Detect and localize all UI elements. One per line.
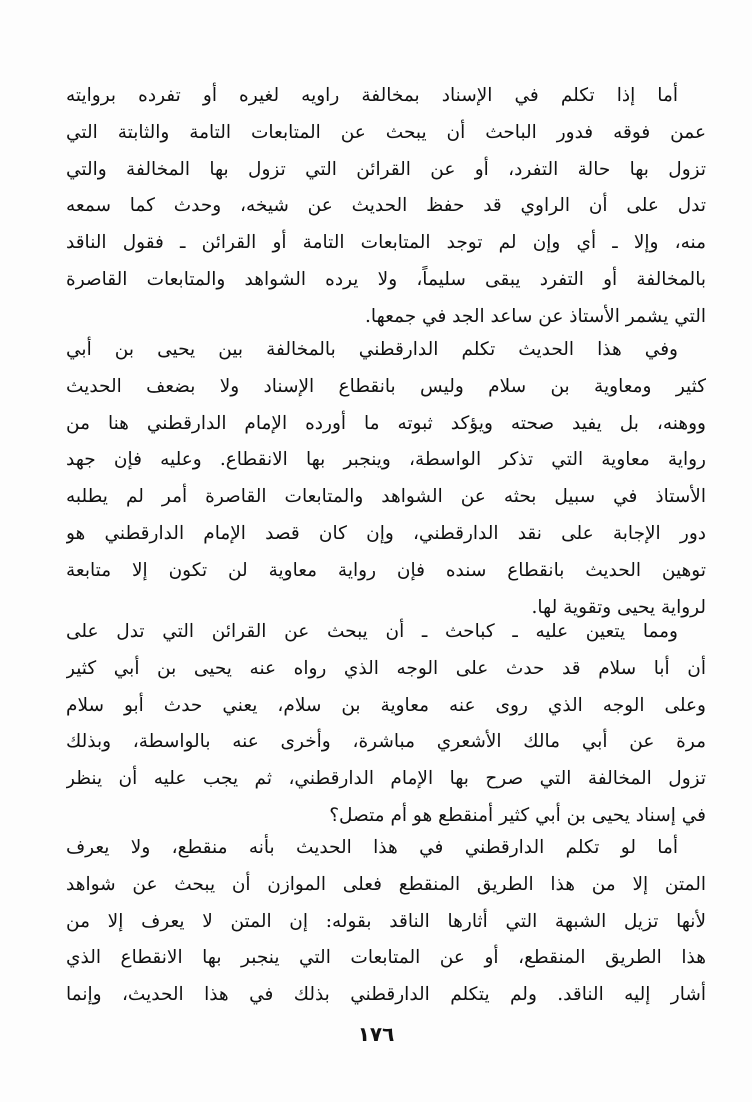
text-line: لرواية يحيى وتقوية لها. [531,596,706,618]
text-line: تدل على أن الراوي قد حفظ الحديث عن شيخه، وحدث كما سمعه [66,195,706,217]
text-line: أما إذا تكلم في الإسناد بمخالفة راويه لغيره أو تفرده بروايته [66,85,678,106]
text-line: عمن فوقه فدور الباحث أن يبحث عن المتابعات التامة والثابتة التي [66,121,706,143]
page-number: ١٧٦ [357,1022,395,1046]
text-line: أما لو تكلم الدارقطني في هذا الحديث بأنه منقطع، ولا يعرف [66,837,678,858]
paragraph-1 [66,78,706,336]
text-line: منه، وإلا ـ أي وإن لم توجد المتابعات التامة أو القرائن ـ فقول الناقد [66,232,706,254]
text-line: التي يشمر الأستاذ عن ساعد الجد في جمعها. [365,305,706,327]
text-line: ومما يتعين عليه ـ كباحث ـ أن يبحث عن القرائن التي تدل على [66,621,678,642]
text-line: أن أبا سلام قد حدث على الوجه الذي رواه عنه يحيى بن أبي كثير [66,657,706,679]
text-line: توهين الحديث بانقطاع سنده فإن رواية معاوية لن تكون إلا متابعة [66,559,706,581]
text-line: الأستاذ في سبيل بحثه عن الشواهد والمتابعات القاصرة أمر لم يطلبه [66,486,706,508]
paragraph-4 [66,830,706,1014]
text-line: كثير ومعاوية بن سلام وليس بانقطاع الإسناد ولا بضعف الحديث [66,375,706,397]
text-line: تزول بها حالة التفرد، أو عن القرائن التي تزول بها المخالفة والتي [66,158,706,180]
text-line: بالمخالفة أو التفرد يبقى سليماً، ولا يرده الشواهد والمتابعات القاصرة [66,268,706,290]
text-line: ووهنه، بل يفيد صحته ويؤكد ثبوته ما أورده الإمام الدارقطني هنا من [66,412,706,434]
text-line: رواية معاوية التي تذكر الواسطة، وينجبر بها الانقطاع. وعليه فإن جهد [66,449,706,471]
text-line: تزول المخالفة التي صرح بها الإمام الدارقطني، ثم يجب عليه أن ينظر [66,768,706,790]
text-line: وفي هذا الحديث تكلم الدارقطني بالمخالفة بين يحيى بن أبي [66,339,678,360]
text-line: المتن إلا من هذا الطريق المنقطع فعلى الموازن أن يبحث عن شواهد [66,873,706,895]
paragraph-3 [66,614,706,835]
text-line: دور الإجابة على نقد الدارقطني، وإن كان قصد الإمام الدارقطني هو [66,522,706,544]
text-line: وعلى الوجه الذي روى عنه معاوية بن سلام، يعني حدث أبو سلام [66,694,706,716]
text-line: مرة عن أبي مالك الأشعري مباشرة، وأخرى عنه بالواسطة، وبذلك [66,731,706,753]
paragraph-2 [66,332,706,626]
text-line: أشار إليه الناقد. ولم يتكلم الدارقطني بذلك في هذا الحديث، وإنما [66,984,706,1006]
text-line: في إسناد يحيى بن أبي كثير أمنقطع هو أم متصل؟ [329,804,706,826]
text-line: هذا الطريق المنقطع، أو عن المتابعات التي ينجبر بها الانقطاع الذي [66,947,706,969]
text-line: لأنها تزيل الشبهة التي أثارها الناقد بقوله: إن المتن لا يعرف إلا من [66,910,706,932]
